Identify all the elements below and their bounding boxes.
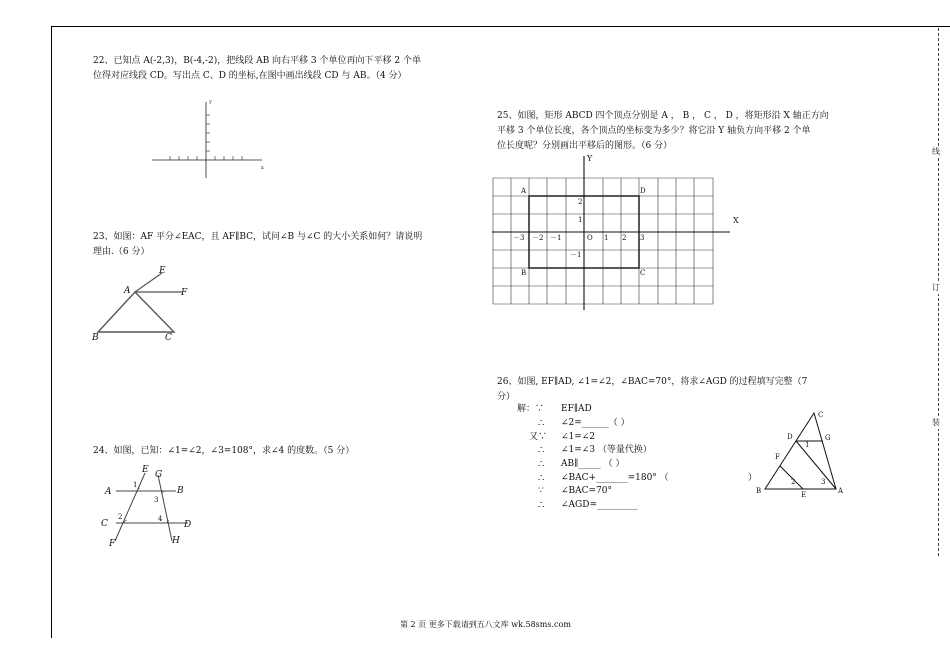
q24-label-F: F xyxy=(109,539,116,549)
q25-x-tick-neg3: －3 xyxy=(513,234,525,242)
q24-label-H: H xyxy=(172,536,180,546)
q26-angle-1: 1 xyxy=(805,441,810,449)
q25-corner-D: D xyxy=(640,187,646,195)
q26-step-4-text: ∠1=∠3 （等量代换） xyxy=(561,445,652,455)
binding-char-middle: 订 xyxy=(932,283,940,292)
q23-label-E: E xyxy=(159,266,166,276)
q26-line1: 26、如图, EF∥AD, ∠1=∠2，∠BAC=70°，将求∠AGD 的过程填写完整（7 xyxy=(497,377,808,387)
q26-step-3-prefix: 又∵ xyxy=(529,432,548,442)
q26-label-E: E xyxy=(801,491,807,499)
q25-corner-B: B xyxy=(521,269,527,277)
q26-angle-3: 3 xyxy=(821,478,826,486)
q26-step-5-text: AB∥_____ （ ） xyxy=(561,459,625,469)
q25-y-tick-1: 1 xyxy=(578,216,583,224)
q26-label-B: B xyxy=(756,487,762,495)
page-footer: 第 2 页 更多下载请到五八文库 wk.58sms.com xyxy=(400,620,571,629)
q26-step-7-prefix: ∵ xyxy=(538,486,544,496)
q26-step-1-text: EF∥AD xyxy=(561,404,592,414)
q25-corner-C: C xyxy=(640,269,646,277)
q24-angle-4: 4 xyxy=(158,515,163,523)
q24-label-D: D xyxy=(184,520,192,530)
q26-trailing-paren: ） xyxy=(748,473,758,483)
q26-step-3-text: ∠1=∠2 xyxy=(561,432,596,442)
q25-x-tick-2: 2 xyxy=(622,234,627,242)
q25-y-tick-2: 2 xyxy=(578,198,583,206)
q24-label-E: E xyxy=(142,465,149,475)
q22-line1: 22、已知点 A(-2,3)，B(-4,-2)，把线段 AB 向右平移 3 个单位再向下平移 2 个单 xyxy=(93,56,421,66)
q26-step-4-prefix: ∴ xyxy=(538,445,545,456)
q26-step-8-prefix: ∴ xyxy=(538,500,545,511)
q26-line2: 分） xyxy=(497,392,516,402)
q23-label-A: A xyxy=(124,286,131,296)
q24-label-A: A xyxy=(105,487,112,497)
q26-step-2-text: ∠2=______（ ） xyxy=(561,418,630,428)
q26-label-F: F xyxy=(775,453,780,461)
q26-step-1-prefix: 解：∵ xyxy=(517,404,545,414)
q26-step-7-text: ∠BAC=70° xyxy=(561,486,613,496)
q24-label-G: G xyxy=(155,470,163,480)
q25-x-tick-3: 3 xyxy=(640,234,645,242)
q26-label-C: C xyxy=(818,411,824,419)
q25-x-tick-1: 1 xyxy=(604,234,609,242)
q25-axis-y-label: Y xyxy=(587,154,593,163)
q25-corner-A: A xyxy=(521,187,527,195)
q26-label-G: G xyxy=(825,434,831,442)
q26-angle-2: 2 xyxy=(791,478,796,486)
q25-axis-x-label: X xyxy=(733,216,739,225)
q26-step-6-text: ∠BAC+_______=180° （ xyxy=(561,473,669,483)
q26-triangle-figure xyxy=(760,405,860,495)
q24-label-B: B xyxy=(177,486,184,496)
q23-label-B: B xyxy=(92,333,99,343)
q22-axis-x-label: x xyxy=(261,165,264,171)
q25-grid xyxy=(492,150,722,310)
q24-angle-1: 1 xyxy=(133,481,138,489)
q26-step-8-text: ∠AGD=_________ xyxy=(561,500,638,510)
q24-label-C: C xyxy=(101,519,108,529)
q22-axis-y-label: y xyxy=(209,99,212,105)
q25-line1: 25、如图，矩形 ABCD 四个顶点分别是 A ， B ， C ， D ，将矩形沿 X 轴正方向 xyxy=(497,111,829,121)
q23-triangle-figure xyxy=(90,264,210,344)
q22-coordinate-axes xyxy=(148,96,278,186)
q26-step-5-prefix: ∴ xyxy=(538,459,545,470)
q25-y-tick-neg1: －1 xyxy=(570,251,582,259)
binding-char-top: 线 xyxy=(932,147,940,156)
q26-label-A: A xyxy=(838,487,844,495)
q23-line2: 理由.（6 分） xyxy=(93,247,150,257)
q26-step-2-prefix: ∴ xyxy=(538,418,545,429)
q23-line1: 23、如图：AF 平分∠EAC，且 AF∥BC，试问∠B 与∠C 的大小关系如何？请说明 xyxy=(93,232,423,242)
q25-line3: 位长度呢？分别画出平移后的图形。（6 分） xyxy=(497,141,673,151)
binding-char-bottom: 装 xyxy=(932,418,940,427)
q22-line2: 位得对应线段 CD。写出点 C、D 的坐标,在图中画出线段 CD 与 AB。（4 分） xyxy=(93,71,407,81)
q23-label-C: C xyxy=(165,333,172,343)
q24-angle-2: 2 xyxy=(118,513,123,521)
q25-line2: 平移 3 个单位长度，各个顶点的坐标变为多少？将它沿 Y 轴负方向平移 2 个单 xyxy=(497,126,811,136)
q25-x-tick-neg2: －2 xyxy=(532,234,544,242)
q24-angle-3: 3 xyxy=(154,496,159,504)
q23-label-F: F xyxy=(181,288,188,298)
q25-origin: O xyxy=(587,234,593,242)
q26-label-D: D xyxy=(787,433,793,441)
q25-x-tick-neg1: －1 xyxy=(550,234,562,242)
q26-step-6-prefix: ∴ xyxy=(538,473,545,484)
q24-line1: 24、如图，已知：∠1=∠2，∠3=108°，求∠4 的度数。（5 分） xyxy=(93,446,355,456)
